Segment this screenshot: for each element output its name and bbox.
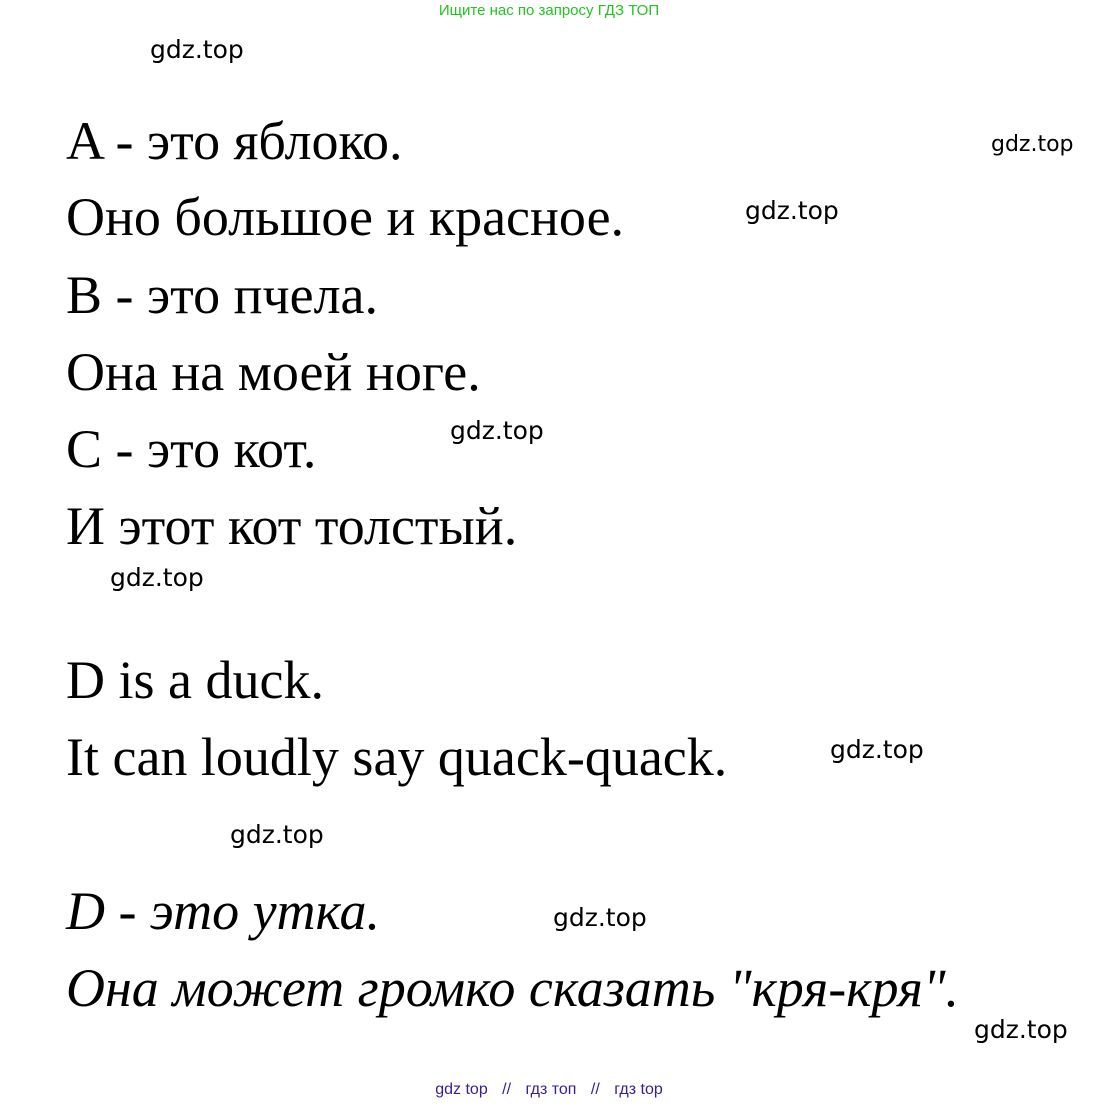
russian-line-b: B - это пчела. [66, 265, 379, 325]
russian-line-b-desc: Она на моей ноге. [66, 342, 481, 402]
watermark: gdz.top [230, 820, 324, 849]
watermark: gdz.top [991, 132, 1074, 157]
english-line-d: D is a duck. [66, 650, 324, 710]
watermark: gdz.top [150, 35, 244, 64]
footer-link[interactable]: гдз топ [525, 1081, 577, 1098]
footer-separator: // [502, 1081, 512, 1098]
watermark: gdz.top [974, 1015, 1068, 1044]
watermark: gdz.top [830, 735, 924, 764]
english-line-d-desc: It can loudly say quack-quack. [66, 727, 728, 787]
footer-link[interactable]: гдз top [614, 1081, 663, 1098]
translation-line-d: D - это утка. [66, 881, 380, 941]
top-banner: Ищите нас по запросу ГДЗ ТОП [438, 2, 660, 19]
translation-line-d-desc: Она может громко сказать "кря-кря". [66, 958, 960, 1018]
footer-separator: // [590, 1081, 600, 1098]
russian-line-a-desc: Оно большое и красное. [66, 187, 625, 247]
russian-line-c-desc: И этот кот толстый. [66, 496, 518, 556]
watermark: gdz.top [450, 416, 544, 445]
footer-link[interactable]: gdz top [435, 1081, 488, 1098]
russian-line-a: A - это яблоко. [66, 111, 403, 171]
russian-line-c: C - это кот. [66, 419, 317, 479]
watermark: gdz.top [745, 196, 839, 225]
watermark: gdz.top [553, 903, 647, 932]
footer-links [0, 1081, 1098, 1099]
watermark: gdz.top [110, 563, 204, 592]
